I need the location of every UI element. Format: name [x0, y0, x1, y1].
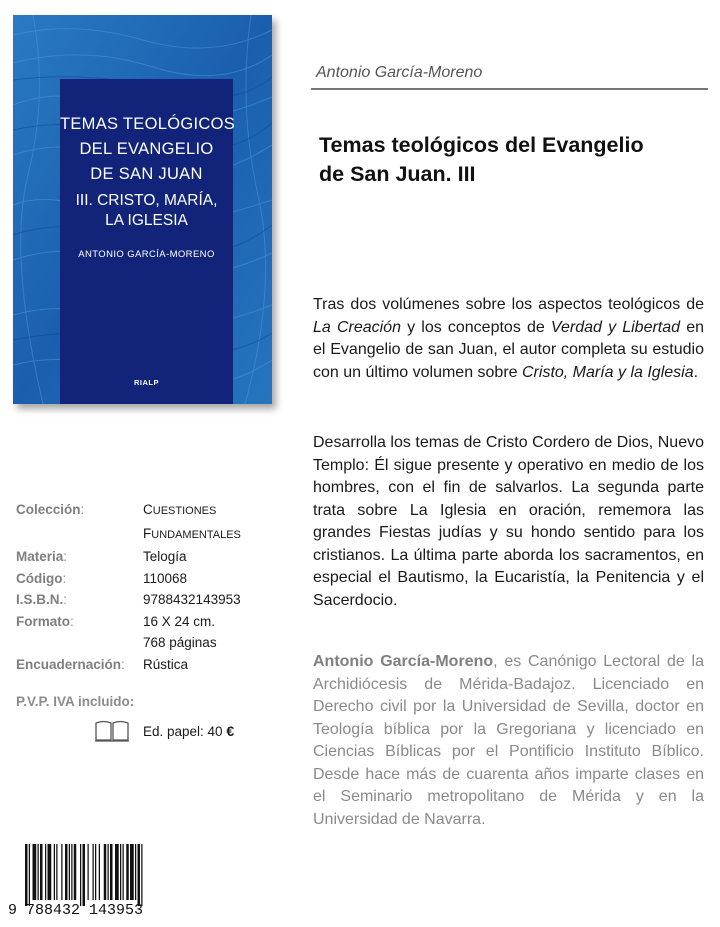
barcode-bar: [71, 844, 72, 900]
barcode-bar: [141, 844, 142, 906]
description-text: y los conceptos de: [400, 318, 551, 336]
meta-label: [16, 589, 143, 611]
cover-subtitle-line: LA IGLESIA: [105, 212, 188, 229]
barcode-bar: [126, 844, 129, 900]
meta-label-text: I.S.B.N.: [16, 592, 64, 607]
bio-text: , es Canónigo Lectoral de la Archidiócesis de Mérida-Badajoz. Licenciado en Derecho civil por la Universidad de Sevilla, doctor en Teología bíblica por la Gregoriana y licenciado en Ciencias Bíblicas por el Pontificio Instituto Bíblico. Desde hace más de cuarenta años imparte clases en el Seminario metropolitano de Mérida y en la Universidad de Navarra.: [313, 653, 704, 828]
meta-label: [16, 568, 143, 590]
barcode-bar: [138, 844, 141, 906]
barcode-bar: [69, 844, 70, 900]
meta-value: Rústica: [143, 656, 189, 672]
barcode-bar: [104, 844, 107, 900]
smallcaps-initial: F: [143, 525, 152, 541]
coleccion-line: [143, 499, 241, 523]
barcode-bar: [65, 844, 68, 900]
barcode-bar: [25, 844, 28, 906]
meta-label: [16, 546, 143, 568]
meta-row-materia: [16, 546, 276, 568]
barcode-bar: [93, 844, 94, 900]
barcode-bar: [74, 844, 77, 900]
meta-colon: :: [70, 613, 74, 629]
book-title: [319, 131, 709, 189]
isbn-barcode: [8, 840, 178, 922]
meta-label: [16, 499, 143, 546]
meta-row-codigo: [16, 568, 276, 590]
description-text: Desarrolla los temas de Cristo Cordero de Dios, Nuevo Templo: Él sigue presente y operativo en medio de los hombres, con el fin de salvarlos. La segunda parte trata sobre La Iglesia en oración, rememora las grandes Fiestas judías y su hondo sentido para los cristianos. La última parte aborda los sacramentos, en especial el Bautismo, la Eucaristía, la Penitencia y el Sacerdocio.: [313, 434, 704, 609]
header-divider: [311, 88, 708, 90]
cover-author: ANTONIO GARCÍA-MORENO: [78, 249, 215, 260]
price-row: [94, 720, 234, 742]
barcode-digits: 9 788432 143953: [8, 902, 144, 919]
barcode-bar: [45, 844, 46, 900]
book-title-line: Temas teológicos del Evangelio: [319, 133, 644, 157]
meta-label-text: Materia: [16, 549, 64, 564]
barcode-bar: [88, 844, 89, 900]
meta-label-text: Encuadernación: [16, 656, 122, 672]
meta-value: 9788432143953: [143, 592, 241, 607]
barcode-bar: [135, 844, 136, 900]
barcode-bar: [38, 844, 39, 900]
cover-title-line: DE SAN JUAN: [90, 165, 203, 183]
book-metadata: [16, 499, 276, 675]
smallcaps-rest: UNDAMENTALES: [151, 528, 241, 541]
meta-value: [143, 611, 217, 654]
meta-colon: :: [121, 656, 125, 672]
formato-pages: 768 páginas: [143, 635, 217, 650]
description-emphasis: Cristo, María y la Iglesia: [522, 363, 694, 381]
barcode-bar: [54, 844, 55, 900]
cover-subtitle-line: III. CRISTO, MARÍA,: [75, 192, 218, 209]
meta-row-encuadernacion: [16, 654, 276, 676]
cover-publisher-logo: RIALP: [134, 378, 159, 387]
description-emphasis: La Creación: [313, 318, 401, 336]
meta-colon: :: [63, 592, 68, 607]
meta-value: Telogía: [143, 549, 187, 564]
meta-row-formato: [16, 611, 276, 654]
meta-label: [16, 611, 143, 654]
meta-colon: :: [80, 502, 85, 517]
barcode-bar: [123, 844, 124, 900]
meta-value: 110068: [143, 570, 188, 586]
author-header: Antonio García-Moreno: [316, 64, 483, 81]
cover-title-line: DEL EVANGELIO: [79, 140, 214, 158]
barcode-bar: [80, 844, 81, 906]
barcode-bar: [110, 844, 113, 900]
formato-size: 16 X 24 cm.: [143, 613, 216, 629]
cover-title: [60, 112, 236, 187]
cover-title-line: TEMAS TEOLÓGICOS: [60, 115, 236, 133]
book-cover: [13, 15, 272, 404]
description-emphasis: Verdad y Libertad: [550, 318, 681, 336]
meta-row-coleccion: [16, 499, 276, 546]
meta-label-text: Colección: [16, 502, 81, 517]
barcode-bar: [40, 844, 43, 900]
cover-subtitle: [60, 191, 233, 231]
meta-row-isbn: [16, 589, 276, 611]
description-text: Tras dos volúmenes sobre los aspectos teológicos de: [313, 296, 704, 313]
description-paragraph-1: [313, 294, 704, 384]
open-book-icon: [94, 720, 130, 742]
description-text: en el Evangelio de san Juan, el autor completa su estudio con un último volumen sobre: [313, 318, 704, 381]
cover-title-panel: [60, 79, 236, 404]
bio-author-name: Antonio García-Moreno: [313, 653, 494, 670]
smallcaps-initial: C: [143, 502, 153, 517]
barcode-bar: [33, 844, 37, 900]
book-title-line: de San Juan. III: [319, 162, 476, 186]
author-bio: [313, 651, 704, 831]
description-text: .: [693, 363, 699, 381]
smallcaps-rest: UESTIONES: [152, 505, 217, 517]
barcode-bar: [130, 844, 134, 900]
coleccion-line: [143, 523, 241, 547]
barcode-bar: [61, 844, 62, 900]
barcode-bar: [48, 844, 52, 900]
barcode-bar: [115, 844, 119, 900]
price-value: Ed. papel: 40: [143, 724, 227, 739]
meta-label: [16, 654, 143, 676]
meta-value: [143, 499, 241, 546]
meta-colon: :: [63, 549, 68, 564]
barcode-bar: [56, 844, 57, 900]
meta-label-text: Formato: [16, 613, 70, 629]
price-text: [143, 723, 234, 739]
meta-colon: :: [62, 570, 67, 586]
description-paragraph-2: [313, 432, 704, 612]
barcode-bar: [29, 844, 30, 906]
currency-symbol: €: [226, 723, 235, 739]
barcode-bar: [120, 844, 121, 900]
price-label: P.V.P. IVA incluido:: [16, 694, 135, 709]
barcode-bar: [95, 844, 96, 900]
barcode-bar: [108, 844, 109, 900]
meta-label-text: Código: [16, 570, 63, 586]
barcode-bar: [99, 844, 100, 900]
barcode-bar: [83, 844, 86, 906]
